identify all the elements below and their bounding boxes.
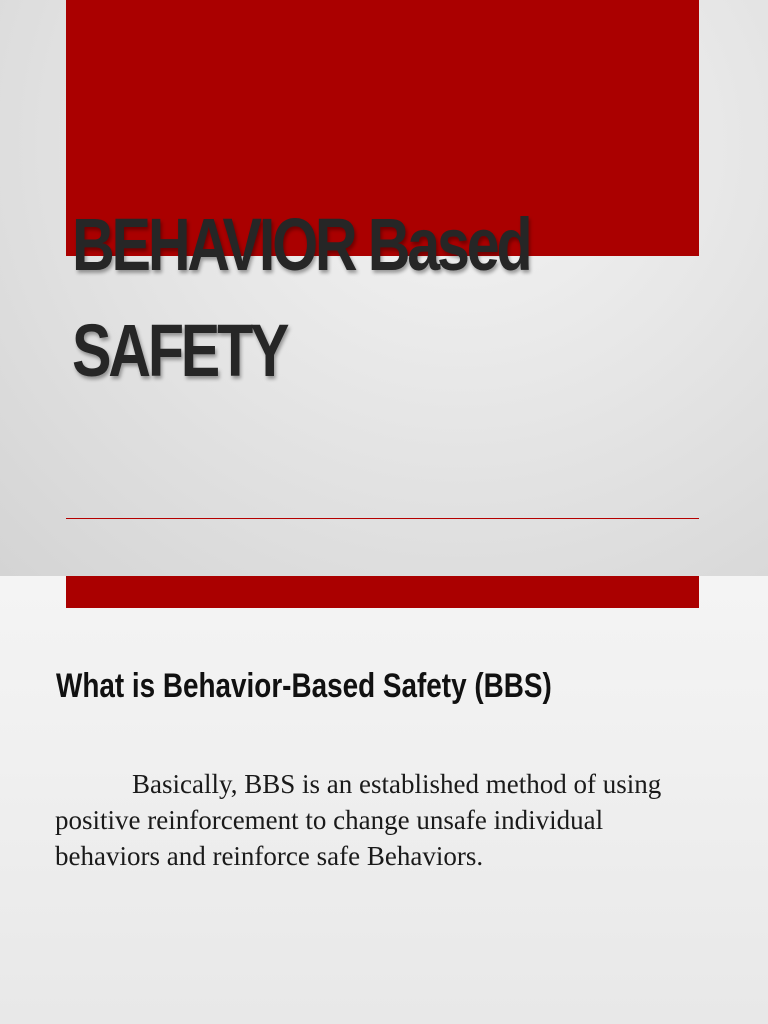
title-line-1: BEHAVIOR Based: [72, 203, 530, 286]
slide-title: [72, 192, 600, 404]
title-divider: [66, 518, 699, 519]
red-header-bar: [66, 576, 699, 608]
content-slide: [0, 576, 768, 1024]
slide-heading: What is Behavior-Based Safety (BBS): [56, 667, 552, 705]
slide-body-text: Basically, BBS is an established method of using positive reinforcement to change unsafe individual behaviors and reinforce safe Behaviors.: [55, 769, 662, 871]
title-line-2: SAFETY: [72, 309, 287, 392]
